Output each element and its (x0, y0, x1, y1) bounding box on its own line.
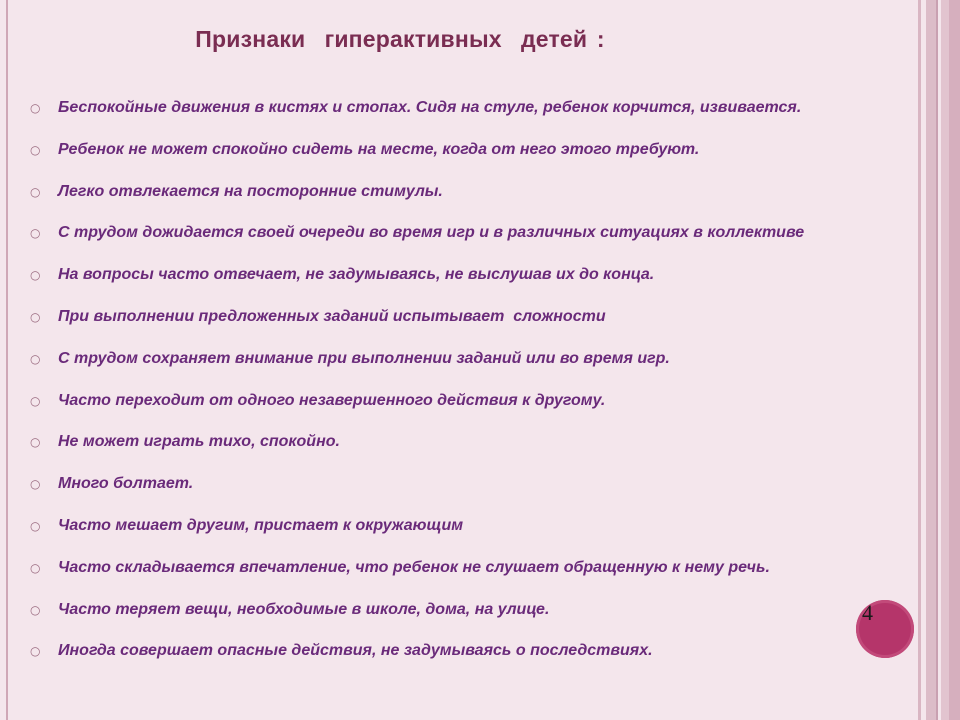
list-item-text: На вопросы часто отвечает, не задумываясь, не выслушав их до конца. (58, 266, 655, 284)
list-item-text: Часто складывается впечатление, что ребенок не слушает обращенную к нему речь. (58, 558, 770, 576)
list-item (30, 179, 930, 221)
list-item (30, 95, 930, 137)
list-item (30, 304, 930, 346)
list-item-text: Много болтает. (58, 475, 194, 493)
list-item (30, 638, 930, 680)
list-item-text: С трудом сохраняет внимание при выполнении заданий или во время игр. (58, 349, 670, 367)
right-decor-stripe (941, 0, 949, 720)
list-item (30, 220, 930, 262)
bullet-icon: ○ (30, 101, 41, 115)
list-item-text: Часто мешает другим, пристает к окружающим (58, 516, 464, 534)
bullet-icon: ○ (30, 226, 41, 241)
list-item-text: С трудом дожидается своей очереди во время игр и в различных ситуациях в коллективе (58, 224, 805, 242)
list-item (30, 388, 930, 430)
list-item (30, 471, 930, 513)
bullet-icon: ○ (30, 184, 41, 199)
list-item-text: Часто переходит от одного незавершенного действия к другому. (58, 391, 606, 409)
bullet-icon: ○ (30, 435, 41, 450)
list-item (30, 513, 930, 555)
list-item (30, 137, 930, 179)
right-decor-stripe (936, 0, 938, 720)
bullet-icon: ○ (30, 142, 41, 157)
list-item (30, 346, 930, 388)
list-item (30, 429, 930, 471)
list-item-text: Не может играть тихо, спокойно. (58, 433, 340, 451)
bullet-icon: ○ (30, 518, 41, 533)
list-item-text: Беспокойные движения в кистях и стопах. Сидя на стуле, ребенок корчится, извивается. (58, 99, 802, 116)
bullet-icon: ○ (30, 268, 41, 283)
slide-title: Признаки гиперактивных детей : (195, 26, 605, 52)
list-item-text: Легко отвлекается на посторонние стимулы. (58, 182, 443, 200)
list-item (30, 597, 930, 639)
page-number: 4 (862, 600, 873, 625)
list-item (30, 555, 930, 597)
bullet-icon: ○ (30, 560, 41, 575)
bullet-icon: ○ (30, 309, 41, 324)
right-decor-stripe (949, 0, 960, 720)
bullet-icon: ○ (30, 393, 41, 408)
list-item-text: Иногда совершает опасные действия, не задумываясь о последствиях. (58, 642, 653, 660)
list-item-text: Ребенок не может спокойно сидеть на месте, когда от него этого требуют. (58, 140, 700, 158)
left-border-line (6, 0, 8, 720)
bullet-icon: ○ (30, 477, 41, 492)
bullet-icon: ○ (30, 644, 41, 659)
bullet-icon: ○ (30, 602, 41, 617)
signs-list (30, 95, 930, 680)
list-item-text: Часто теряет вещи, необходимые в школе, дома, на улице. (58, 600, 550, 618)
list-item-text: При выполнении предложенных заданий испытывает сложности (58, 307, 606, 325)
bullet-icon: ○ (30, 351, 41, 366)
list-item (30, 262, 930, 304)
